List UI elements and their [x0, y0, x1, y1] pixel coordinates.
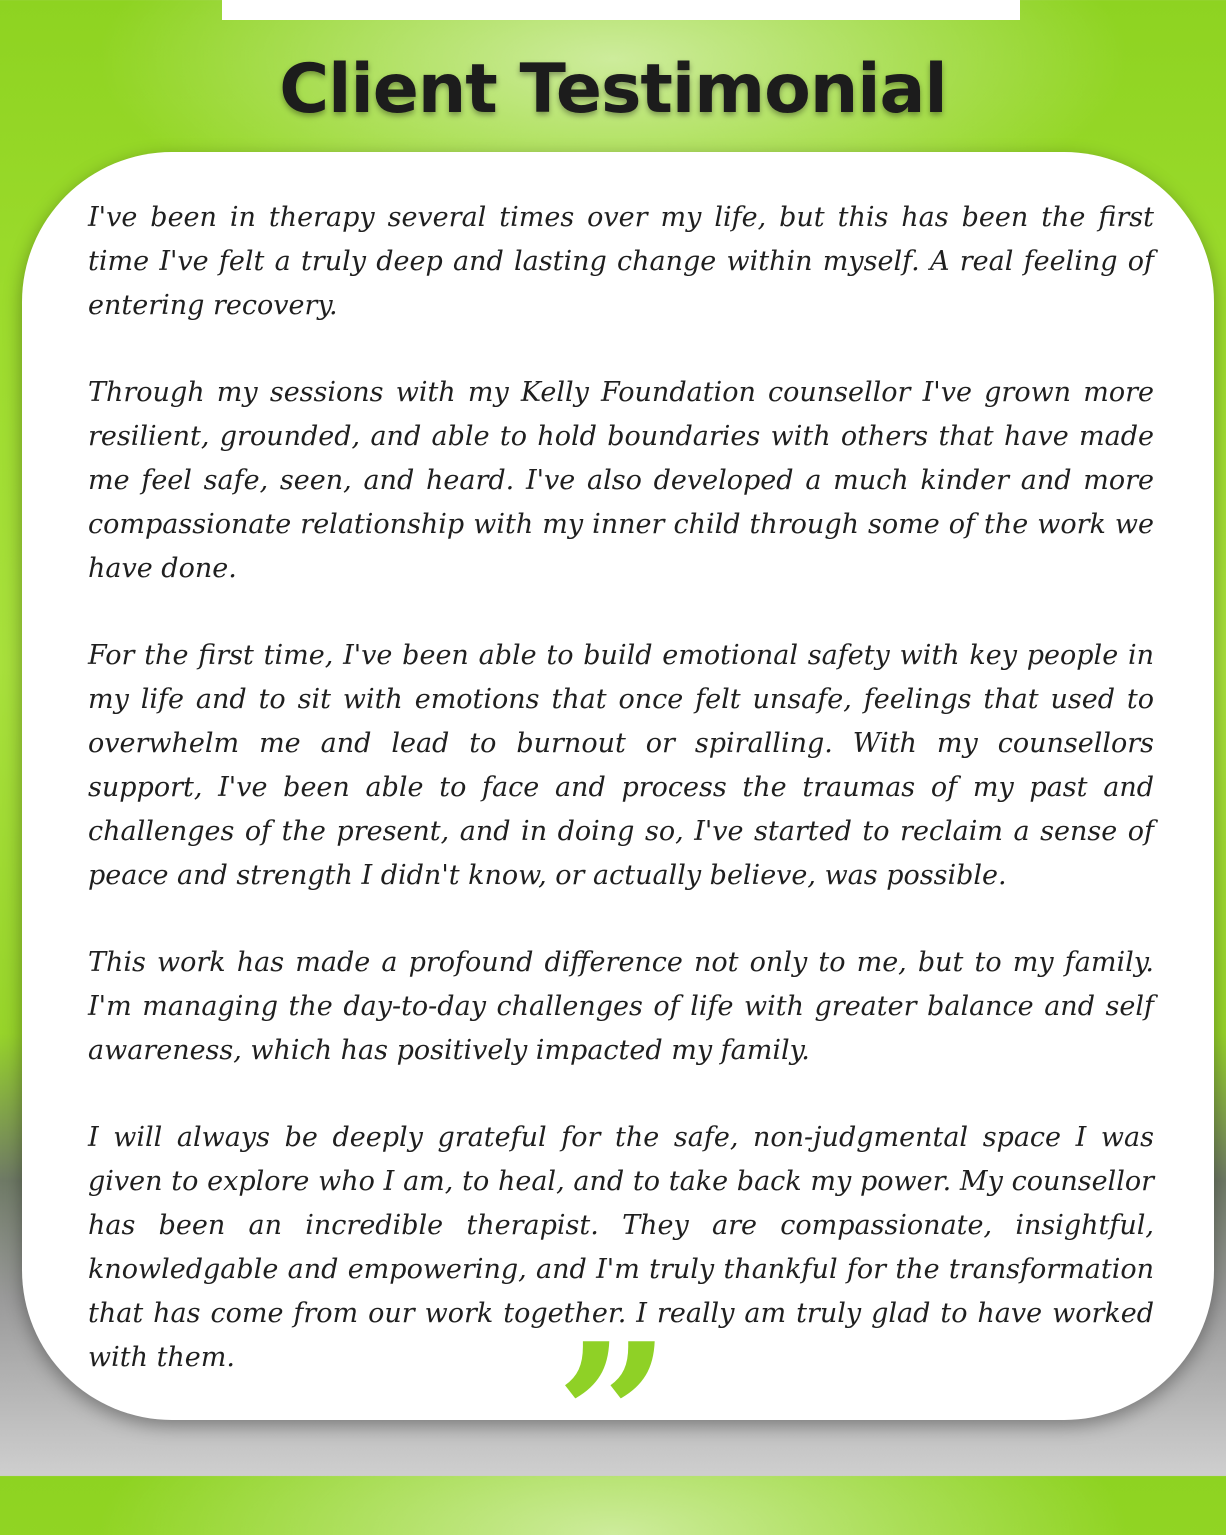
testimonial-paragraph-5: I will always be deeply grateful for the safe, non-judgmental space I was given to explore who I am, to heal, and to take back my power. My counsellor has been an incredible therapist. They are compassionate, insightful, knowledgable and empowering, and I'm truly thankful for the transformation that has come from our work together. I really am truly glad to have worked with them. [88, 1122, 1154, 1373]
page-title: Client Testimonial [279, 50, 947, 129]
top-banner-strip [222, 0, 1020, 20]
testimonial-paragraph-4: This work has made a profound difference not only to me, but to my family. I'm managing the day-to-day challenges of life with greater balance and self awareness, which has positively impacted my family. [88, 947, 1154, 1066]
testimonial-paragraph-2: Through my sessions with my Kelly Foundation counsellor I've grown more resilient, grounded, and able to hold boundaries with others that have made me feel safe, seen, and heard. I've also developed a much kinder and more compassionate relationship with my inner child through some of the work we have done. [88, 377, 1154, 584]
testimonial-paragraph-1: I've been in therapy several times over my life, but this has been the first time I've felt a truly deep and lasting change within myself. A real feeling of entering recovery. [88, 202, 1154, 321]
testimonial-body [88, 196, 1154, 1423]
closing-quote-icon: ” [555, 1300, 671, 1535]
testimonial-paragraph-3: For the first time, I've been able to build emotional safety with key people in my life and to sit with emotions that once felt unsafe, feelings that used to overwhelm me and lead to burnout or spiralling. With my counsellors support, I've been able to face and process the traumas of my past and challenges of the present, and in doing so, I've started to reclaim a sense of peace and strength I didn't know, or actually believe, was possible. [88, 640, 1154, 891]
